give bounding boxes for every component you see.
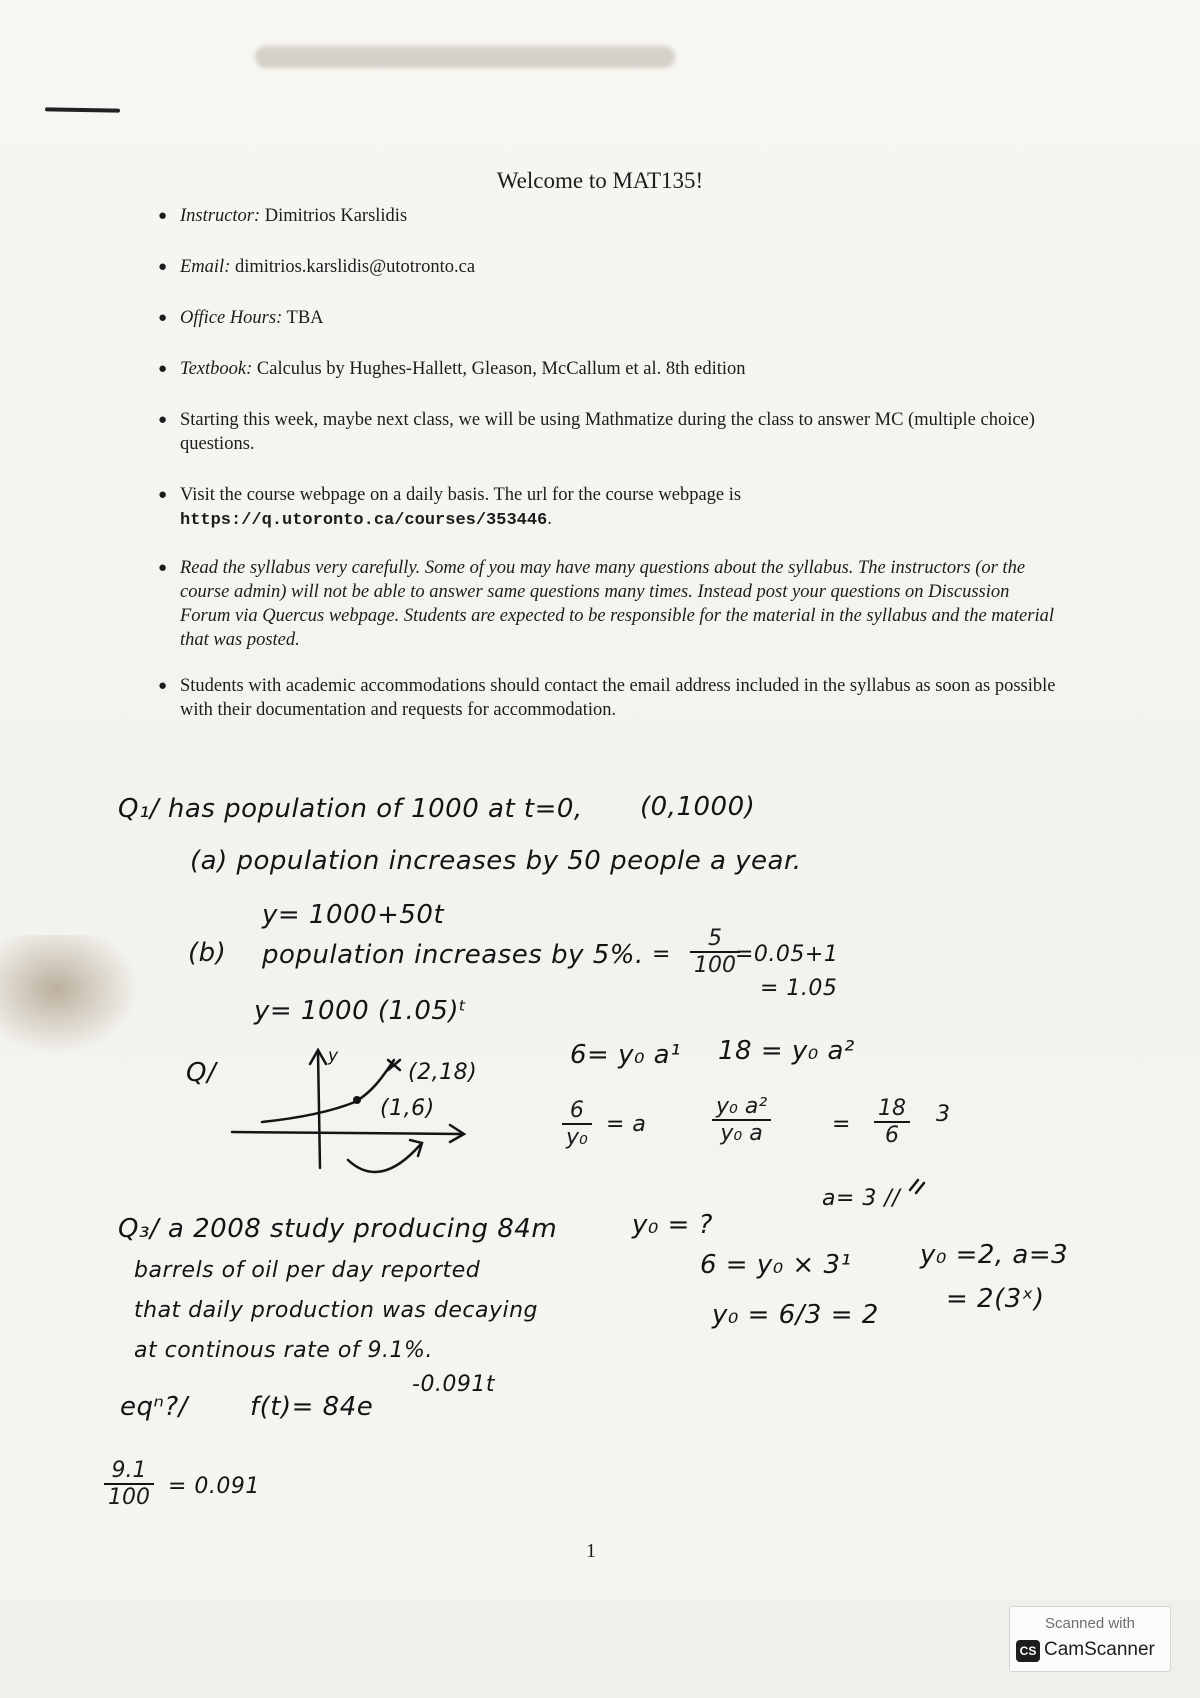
hw-q3-line4: at continous rate of 9.1%.: [134, 1338, 433, 1363]
fraction-denominator: y₀: [562, 1123, 592, 1150]
fraction-denominator: 100: [104, 1483, 154, 1510]
hw-q2-y0-unknown: y₀ = ?: [632, 1210, 713, 1240]
hw-q3-line3: that daily production was decaying: [134, 1298, 539, 1323]
hw-q3-exponent: -0.091t: [412, 1372, 496, 1397]
hw-q2-pt2: (1,6): [380, 1096, 435, 1121]
hw-q3-line2: barrels of oil per day reported: [134, 1258, 481, 1283]
webpage-suffix: .: [547, 509, 552, 529]
hw-q3-function: f(t)= 84e: [250, 1392, 374, 1422]
instructor-label: Instructor:: [180, 206, 261, 226]
hw-q2-eq2: 18 = y₀ a²: [718, 1036, 855, 1066]
bullet-dot: ●: [158, 361, 168, 377]
course-url[interactable]: https://q.utoronto.ca/courses/353446: [180, 511, 548, 530]
hw-q1-line: Q₁/ has population of 1000 at t=0,: [118, 794, 583, 824]
camscanner-name: CamScanner: [1044, 1639, 1155, 1660]
bullet-dot: ●: [158, 412, 168, 428]
fraction-numerator: 9.1: [111, 1458, 147, 1483]
email-value: dimitrios.karslidis@utotronto.ca: [230, 257, 476, 277]
camscanner-badge: [1009, 1606, 1171, 1672]
hw-q2-pt1: (2,18): [408, 1060, 478, 1085]
fraction-numerator: y₀ a²: [716, 1094, 768, 1119]
fraction-numerator: 18: [878, 1096, 906, 1121]
growth-curve: [262, 1060, 394, 1122]
bullet-dot: ●: [158, 560, 168, 576]
hw-q2-label: Q/: [186, 1058, 217, 1088]
hw-q2-frac1-result: = a: [606, 1112, 647, 1137]
hw-q2-frac3-result: 3: [936, 1102, 951, 1127]
bullet-dot: ●: [158, 487, 168, 503]
textbook-value: Calculus by Hughes-Hallett, Gleason, McCallum et al. 8th edition: [252, 359, 746, 379]
hw-q3-eqn: eqⁿ?/: [120, 1392, 188, 1422]
fraction-numerator: 5: [708, 926, 722, 951]
bullet-dot: ●: [158, 678, 168, 694]
scanned-with-text: Scanned with: [1044, 1615, 1136, 1632]
hw-q1a: (a) population increases by 50 people a year.: [190, 846, 802, 876]
hw-q1b-result: = 1.05: [760, 976, 838, 1001]
syllabus-text: Read the syllabus very carefully. Some of you may have many questions about the syllabus. The instructors (or the course admin) will not be able to answer same questions many times. Instead post your questions on Discussion Forum via Quercus webpage. Students are expected to be responsible for the material in the syllabus and the material that was posted.: [180, 558, 1054, 650]
mathmatize-text: Starting this week, maybe next class, we will be using Mathmatize during the class to answer MC (multiple choice) questions.: [180, 410, 1035, 454]
office-hours-value: TBA: [282, 308, 324, 328]
x-axis: [232, 1132, 462, 1134]
hw-q2-final1: y₀ =2, a=3: [920, 1240, 1069, 1270]
hw-q2-a-value: a= 3 //: [822, 1186, 901, 1211]
accommodations-text: Students with academic accommodations should contact the email address included in the syllabus as soon as possible with their documentation and requests for accommodation.: [180, 676, 1056, 720]
point-dot: [353, 1096, 361, 1104]
hw-q3-line1: Q₃/ a 2008 study producing 84m: [118, 1214, 558, 1244]
hw-q1b-calc: =0.05+1: [735, 942, 839, 967]
y-axis: [318, 1052, 320, 1168]
hw-q2-fraction3: [874, 1096, 910, 1148]
hw-q2-substitution: 6 = y₀ × 3¹: [700, 1250, 852, 1280]
bullet-dot: ●: [158, 259, 168, 275]
hw-q1-exponential: y= 1000 (1.05)ᵗ: [254, 996, 468, 1026]
fraction-denominator: 100: [690, 951, 740, 978]
hw-q1b-text: population increases by 5%.: [262, 940, 644, 970]
instructor-value: Dimitrios Karslidis: [260, 206, 408, 226]
camscanner-logo-icon: CS: [1016, 1640, 1040, 1662]
hw-q2-frac2-eq: =: [832, 1112, 851, 1137]
fraction-denominator: y₀ a: [712, 1119, 771, 1146]
arrow-stroke: [348, 1145, 420, 1172]
hw-q2-final2: = 2(3ˣ): [946, 1284, 1045, 1314]
double-slash: [910, 1180, 924, 1193]
hw-q1b-label: (b): [188, 938, 227, 968]
hw-q3-frac-result: = 0.091: [168, 1474, 260, 1499]
webpage-text: Visit the course webpage on a daily basis. The url for the course webpage is: [180, 485, 742, 505]
email-label: Email:: [180, 257, 231, 277]
hw-q2-fraction2: [712, 1094, 771, 1146]
page-title: Welcome to MAT135!: [496, 168, 704, 193]
office-hours-label: Office Hours:: [180, 308, 283, 328]
hw-q2-fraction1: [562, 1098, 592, 1150]
hw-q3-fraction: [104, 1458, 154, 1510]
hw-q1b-eq: =: [652, 942, 671, 967]
page-number: 1: [586, 1540, 596, 1562]
hw-q1-point: (0,1000): [640, 792, 756, 822]
hw-q1-linear: y= 1000+50t: [262, 900, 445, 930]
fraction-denominator: 6: [874, 1121, 910, 1148]
textbook-label: Textbook:: [180, 359, 253, 379]
bullet-dot: ●: [158, 310, 168, 326]
bullet-dot: ●: [158, 208, 168, 224]
hw-q2-y0: y₀ = 6/3 = 2: [712, 1300, 879, 1330]
hw-q2-eq1: 6= y₀ a¹: [570, 1040, 682, 1070]
hw-q2-axis-y: y: [328, 1046, 339, 1066]
fraction-numerator: 6: [569, 1098, 584, 1123]
